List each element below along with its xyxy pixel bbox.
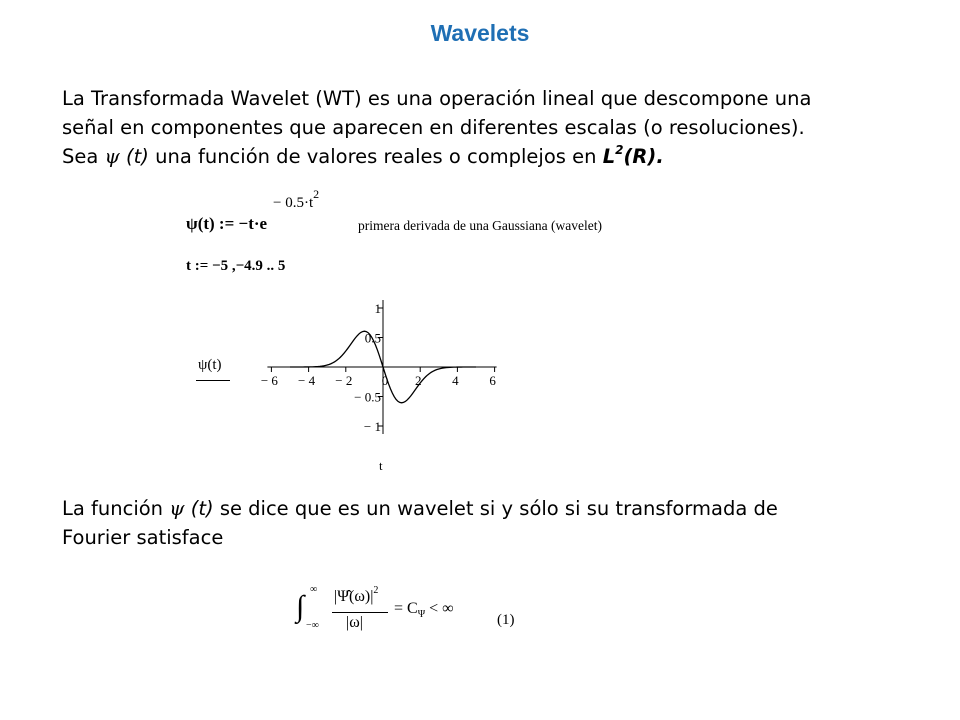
psi-symbol-2: ψ (169, 497, 185, 520)
condition-post: se dice que es un wavelet si y sólo si su transformada de (219, 497, 778, 520)
condition-paragraph (62, 494, 910, 552)
psi-symbol: ψ (104, 145, 120, 168)
equation-rhs: = $C_\Psi$ < ∞ (394, 600, 454, 621)
l2-space: $L^2(R)$. (602, 143, 664, 168)
x-tick-label: − 6 (260, 373, 278, 388)
intro-mid: una función de valores reales o complejos en (155, 145, 597, 168)
condition-line-2: Fourier satisface (62, 526, 224, 549)
y-tick-label: 0.5 (364, 330, 381, 346)
y-axis-label: ψ(t) (198, 357, 222, 373)
integral-upper-limit: ∞ (310, 584, 318, 595)
x-tick-label: 2 (414, 373, 422, 388)
y-tick-label: − 0.5 (354, 389, 381, 405)
x-tick-label: 6 (489, 373, 496, 388)
intro-line-2: señal en componentes que aparecen en diferentes escalas (o resoluciones). (62, 116, 805, 139)
intro-t: (t) (126, 145, 149, 168)
condition-line-1 (62, 494, 910, 523)
condition-pre: La función (62, 497, 164, 520)
x-tick-label: 4 (452, 373, 459, 388)
y-tick-label: 1 (374, 301, 381, 316)
wavelet-definition: ψ(t) := −t·e (186, 214, 268, 233)
x-tick-label: 0 (381, 373, 389, 388)
integral-sign: ∫ (296, 590, 305, 623)
integral-lower-limit: −∞ (306, 620, 319, 631)
denominator: |ω| (346, 614, 363, 631)
x-tick-label: − 2 (335, 373, 353, 388)
condition-t: (t) (190, 497, 214, 520)
intro-line-1: La Transformada Wavelet (WT) es una operación lineal que descompone una (62, 87, 812, 110)
range-definition: t := −5 ,−4.9 .. 5 (186, 258, 286, 274)
x-tick-label: − 4 (298, 373, 316, 388)
page-title: Wavelets (430, 20, 530, 46)
y-tick-label: − 1 (363, 419, 381, 434)
numerator: $|\Psî(\omega)|^2$ (334, 585, 379, 605)
exponent: − $0.5\cdot t^2$ (273, 187, 320, 211)
fraction-bar (332, 612, 388, 613)
x-axis-label: t (379, 458, 383, 473)
definition-comment: primera derivada de una Gaussiana (wavelet) (358, 218, 603, 233)
admissibility-equation (296, 582, 496, 642)
intro-sea: Sea (62, 145, 99, 168)
equation-number: (1) (497, 612, 515, 628)
